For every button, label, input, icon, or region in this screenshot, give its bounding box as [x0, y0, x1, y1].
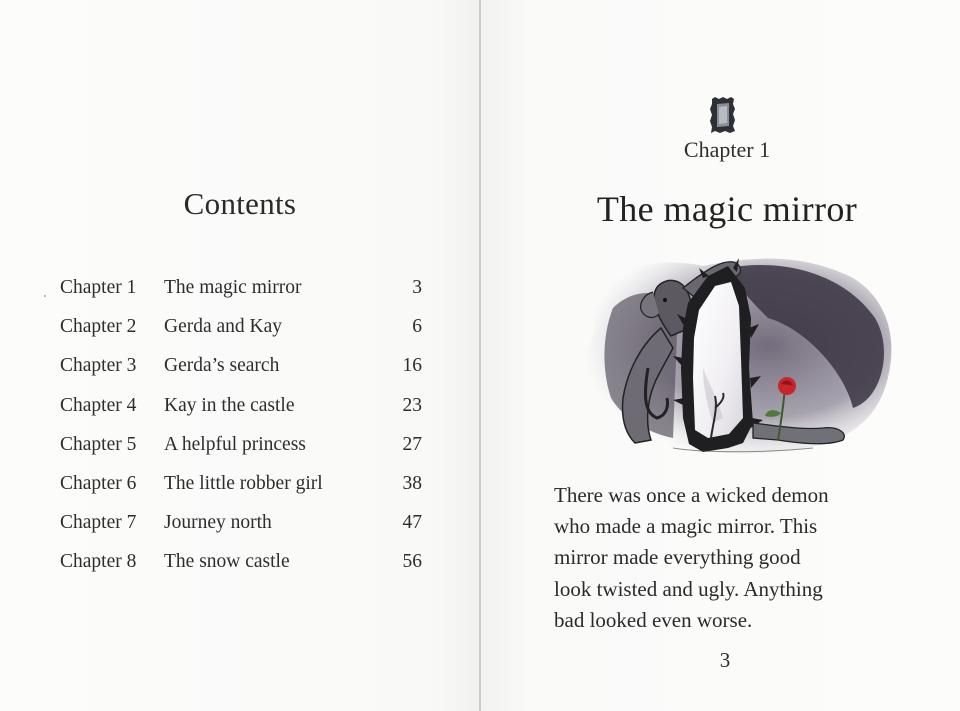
toc-page-number: 6 — [412, 316, 422, 338]
toc-row — [60, 507, 430, 546]
table-of-contents — [60, 272, 430, 586]
toc-chapter-label: Chapter 5 — [60, 433, 137, 455]
story-line: There was once a wicked demon — [554, 483, 829, 507]
toc-chapter-label: Chapter 3 — [60, 355, 137, 377]
toc-page-number: 47 — [402, 512, 422, 534]
chapter-label: Chapter 1 — [683, 137, 771, 162]
toc-page-number: 16 — [402, 355, 422, 377]
contents-title: Contents — [183, 186, 297, 221]
toc-chapter-label: Chapter 1 — [60, 277, 137, 298]
toc-chapter-title: Kay in the castle — [164, 394, 295, 416]
story-paragraph — [554, 480, 914, 636]
toc-page-number: 23 — [402, 394, 422, 416]
toc-page-number: 27 — [402, 433, 422, 455]
toc-row — [60, 546, 430, 585]
toc-row — [60, 468, 430, 507]
story-line: mirror made everything good — [554, 545, 801, 570]
toc-chapter-label: Chapter 6 — [60, 472, 137, 494]
toc-page-number: 3 — [412, 277, 422, 298]
toc-chapter-title: The magic mirror — [164, 277, 302, 298]
toc-chapter-title: Journey north — [164, 512, 272, 534]
mirror-icon — [709, 96, 737, 134]
toc-chapter-title: The little robber girl — [164, 472, 323, 494]
toc-row — [60, 311, 430, 350]
demon-holding-mirror-illustration — [553, 248, 898, 470]
toc-row — [60, 350, 430, 389]
toc-chapter-title: Gerda and Kay — [164, 316, 283, 338]
toc-page-number: 56 — [402, 551, 422, 573]
story-line: look twisted and ugly. Anything — [554, 576, 823, 601]
toc-chapter-title: Gerda’s search — [164, 355, 280, 377]
toc-chapter-title: A helpful princess — [164, 433, 306, 455]
story-line: bad looked even worse. — [554, 607, 753, 632]
chapter-title: The magic mirror — [596, 189, 858, 229]
toc-page-number: 38 — [402, 472, 422, 494]
page-number: 3 — [719, 648, 731, 672]
toc-chapter-label: Chapter 8 — [60, 551, 137, 573]
paper-speck — [44, 295, 46, 297]
story-line: who made a magic mirror. This — [554, 514, 818, 539]
toc-chapter-label: Chapter 4 — [60, 394, 137, 416]
toc-row — [60, 429, 430, 468]
toc-row — [60, 390, 430, 429]
toc-row — [60, 272, 430, 311]
toc-chapter-label: Chapter 7 — [60, 512, 137, 534]
toc-chapter-label: Chapter 2 — [60, 316, 137, 338]
toc-chapter-title: The snow castle — [164, 551, 290, 573]
